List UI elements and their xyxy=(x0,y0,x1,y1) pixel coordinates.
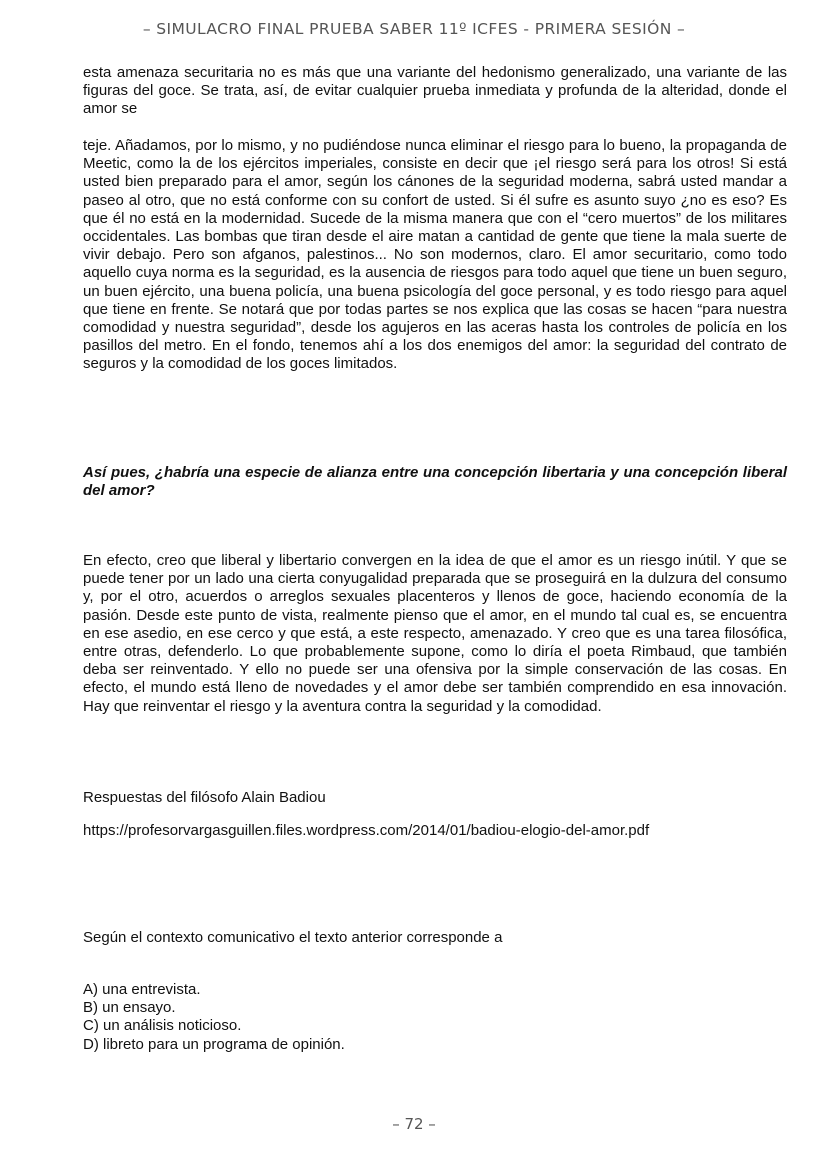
option-a[interactable]: A) una entrevista. xyxy=(83,981,201,998)
interview-question: Así pues, ¿habría una especie de alianza entre una concepción libertaria y una concepción liberal del amor? xyxy=(83,464,787,500)
option-c[interactable]: C) un análisis noticioso. xyxy=(83,1017,242,1035)
paragraph-2: teje. Añadamos, por lo mismo, y no pudiéndose nunca eliminar el riesgo para lo bueno, la propaganda de Meetic, como la de los ejércitos imperiales, consiste en decir que ¡el riesgo será para los otros! Si está usted bien preparado para el amor, según los cánones de la seguridad moderna, sabrá usted mandar a paseo al otro, que no está conforme con su confort de usted. Si él sufre es asunto suyo ¿no es eso? Es que él no está en la modernidad. Sucede de la misma manera que con el “cero muertos” de los militares occidentales. Las bombas que tiran desde el aire matan a cantidad de gente que tiene la mala suerte de vivir debajo. Pero son afganos, palestinos... No son modernos, claro. El amor securitario, como todo aquello cuya norma es la seguridad, es la ausencia de riesgos para todo aquel que tiene un buen seguro, un buen ejército, una buena policía, una buena psicología del goce personal, y es todo riesgo para aquel que tiene en frente. Se notará que por todas partes se nos explica que las cosas se hacen “para nuestra comodidad y nuestra seguridad”, desde los agujeros en las aceras hasta los controles de policía en los pasillos del metro. En el fondo, tenemos ahí a los dos enemigos del amor: la seguridad del contrato de seguros y la comodidad de los goces limitados. xyxy=(83,137,787,373)
source-attribution: Respuestas del filósofo Alain Badiou xyxy=(83,789,326,806)
page-number: – 72 – xyxy=(392,1115,436,1133)
source-url: https://profesorvargasguillen.files.wordpress.com/2014/01/badiou-elogio-del-amor.pdf xyxy=(83,822,650,839)
page-header: – SIMULACRO FINAL PRUEBA SABER 11º ICFES - PRIMERA SESIÓN – xyxy=(142,20,686,38)
answer-options xyxy=(83,981,345,1054)
paragraph-3: En efecto, creo que liberal y libertario convergen en la idea de que el amor es un riesgo inútil. Y que se puede tener por un lado una cierta conyugalidad preparada que se proseguirá en la dulzura del consumo y, por el otro, acuerdos o arreglos sexuales placenteros y llenos de goce, haciendo economía de la pasión. Desde este punto de vista, realmente pienso que el amor, en el mundo tal cual es, se encuentra en ese asedio, en ese cerco y que está, a este respecto, amenazado. Y creo que es una tarea filosófica, entre otras, defenderlo. Lo que probablemente supone, como lo diría el poeta Rimbaud, que también deba ser reinventado. Y ello no puede ser una ofensiva por la simple conservación de las cosas. En efecto, el mundo está lleno de novedades y el amor debe ser también comprendido en esa innovación. Hay que reinventar el riesgo y la aventura contra la seguridad y la comodidad. xyxy=(83,552,787,715)
question-prompt: Según el contexto comunicativo el texto anterior corresponde a xyxy=(83,929,503,946)
option-d[interactable]: D) libreto para un programa de opinión. xyxy=(83,1035,345,1053)
option-b[interactable]: B) un ensayo. xyxy=(83,999,176,1017)
paragraph-1: esta amenaza securitaria no es más que una variante del hedonismo generalizado, una variante de las figuras del goce. Se trata, así, de evitar cualquier prueba inmediata y profunda de la alteridad, donde el amor se xyxy=(83,64,787,118)
